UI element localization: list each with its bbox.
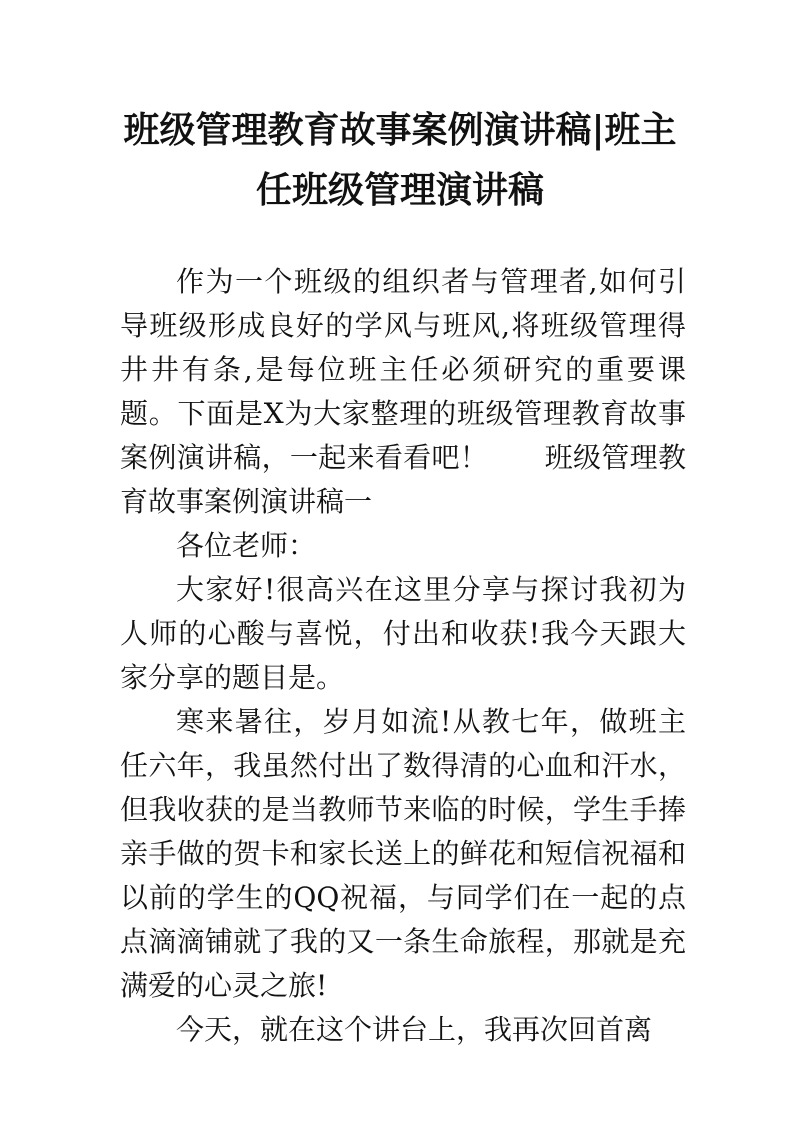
paragraph-salutation: 各位老师： — [176, 529, 317, 562]
paragraph-story: 寒来暑往，岁月如流!从教七年，做班主任六年，我虽然付出了数得清的心血和汗水，但我收获的是当教师节来临的时候，学生手捧亲手做的贺卡和家长送上的鲜花和短信祝福和以前的学生的QQ祝福，与同学们在一起的点点滴滴铺就了我的又一条生命旅程，那就是充满爱的心灵之旅! — [120, 705, 686, 1002]
paragraph-continuation: 今天，就在这个讲台上，我再次回首离 — [176, 1013, 653, 1046]
document-body — [120, 260, 686, 1052]
paragraph-intro: 作为一个班级的组织者与管理者,如何引导班级形成良好的学风与班风,将班级管理得井井有条,是每位班主任必须研究的重要课题。下面是X为大家整理的班级管理教育故事案例演讲稿，一起来看看吧！ 班级管理教育故事案例演讲稿一 — [120, 265, 686, 518]
paragraph-greeting: 大家好!很高兴在这里分享与探讨我初为人师的心酸与喜悦，付出和收获!我今天跟大家分享的题目是。 — [120, 573, 686, 694]
document-title: 班级管理教育故事案例演讲稿|班主任班级管理演讲稿 — [123, 109, 677, 211]
